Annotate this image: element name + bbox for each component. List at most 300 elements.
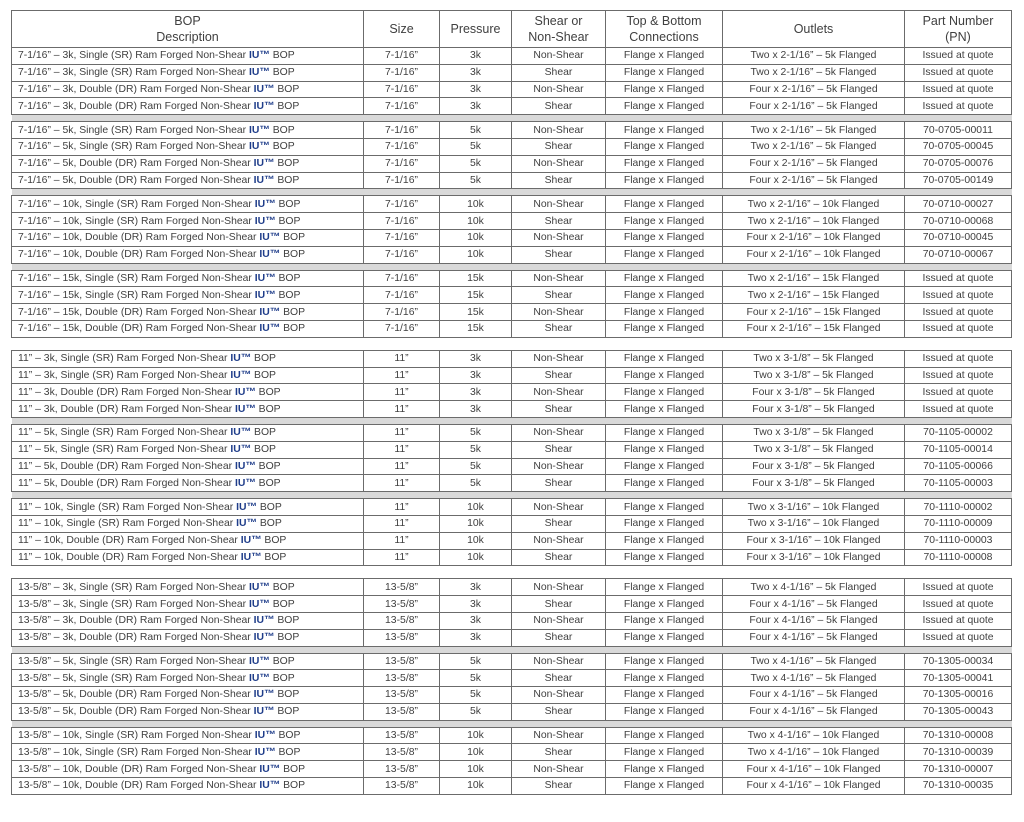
table-row [12,98,1012,115]
table-row [12,172,1012,189]
description-text: 7-1/16” – 10k, Double (DR) Ram Forged Non-Shear [18,249,257,261]
size-group-gap-cell [12,337,1012,350]
cell-description [12,155,364,172]
table-body [12,48,1012,795]
table-row [12,579,1012,596]
description-suffix: BOP [283,249,306,261]
table-row [12,441,1012,458]
description-text: 7-1/16” – 3k, Double (DR) Ram Forged Non-Shear [18,100,251,112]
cell-pressure: 3k [440,384,512,401]
cell-outlets: Two x 3-1/16” – 10k Flanged [723,499,905,516]
table-row [12,475,1012,492]
cell-connections: Flange x Flanged [606,515,723,532]
cell-pressure: 5k [440,155,512,172]
cell-description [12,384,364,401]
cell-connections: Flange x Flanged [606,138,723,155]
cell-outlets: Two x 3-1/8” – 5k Flanged [723,367,905,384]
cell-size: 7-1/16” [364,64,440,81]
header-part-number-line: Part Number [922,14,994,28]
cell-pressure: 3k [440,596,512,613]
description-text: 7-1/16” – 15k, Double (DR) Ram Forged Non-Shear [18,306,257,318]
cell-connections: Flange x Flanged [606,304,723,321]
cell-pressure: 5k [440,475,512,492]
cell-part-number: Issued at quote [905,579,1012,596]
pressure-group-divider [12,189,1012,196]
description-text: 13-5/8” – 5k, Single (SR) Ram Forged Non-Shear [18,672,247,684]
cell-connections: Flange x Flanged [606,653,723,670]
cell-size: 11” [364,424,440,441]
brand-mark: IU™ [253,632,275,644]
header-size-line: Size [389,22,414,36]
cell-outlets: Four x 4-1/16” – 5k Flanged [723,596,905,613]
cell-pressure: 10k [440,761,512,778]
table-row [12,727,1012,744]
table-row [12,138,1012,155]
header-connections-line: Top & Bottom [626,14,702,28]
table-header [12,11,1012,48]
cell-outlets: Four x 4-1/16” – 5k Flanged [723,629,905,646]
cell-outlets: Four x 2-1/16” – 10k Flanged [723,246,905,263]
description-suffix: BOP [278,730,301,742]
cell-shear-type: Non-Shear [512,304,606,321]
cell-outlets: Four x 2-1/16” – 5k Flanged [723,98,905,115]
header-outlets [723,11,905,48]
cell-shear-type: Non-Shear [512,48,606,65]
brand-mark: IU™ [253,174,275,186]
cell-connections: Flange x Flanged [606,384,723,401]
cell-description [12,350,364,367]
bop-spec-table [11,10,1012,795]
cell-part-number: 70-1105-00066 [905,458,1012,475]
header-part-number [905,11,1012,48]
cell-pressure: 3k [440,81,512,98]
cell-outlets: Four x 2-1/16” – 15k Flanged [723,304,905,321]
table-row [12,304,1012,321]
table-row [12,350,1012,367]
cell-shear-type: Shear [512,367,606,384]
cell-shear-type: Shear [512,64,606,81]
brand-mark: IU™ [249,50,270,62]
cell-part-number: 70-1305-00041 [905,670,1012,687]
cell-shear-type: Shear [512,744,606,761]
brand-mark: IU™ [259,232,281,244]
cell-description [12,596,364,613]
cell-connections: Flange x Flanged [606,81,723,98]
table-row [12,384,1012,401]
description-suffix: BOP [272,141,295,153]
cell-pressure: 3k [440,64,512,81]
table-row [12,761,1012,778]
cell-size: 13-5/8” [364,687,440,704]
table-row [12,596,1012,613]
cell-shear-type: Non-Shear [512,653,606,670]
cell-description [12,499,364,516]
cell-outlets: Four x 2-1/16” – 10k Flanged [723,229,905,246]
cell-part-number: Issued at quote [905,320,1012,337]
description-suffix: BOP [272,581,295,593]
description-suffix: BOP [258,477,281,489]
cell-part-number: 70-1305-00043 [905,703,1012,720]
description-text: 11” – 3k, Single (SR) Ram Forged Non-Shear [18,353,228,365]
description-text: 11” – 5k, Double (DR) Ram Forged Non-Shear [18,460,233,472]
table-row [12,629,1012,646]
brand-mark: IU™ [253,689,275,701]
cell-size: 11” [364,475,440,492]
cell-shear-type: Non-Shear [512,532,606,549]
description-text: 7-1/16” – 10k, Single (SR) Ram Forged Non-Shear [18,215,252,227]
cell-connections: Flange x Flanged [606,761,723,778]
cell-size: 7-1/16” [364,48,440,65]
description-suffix: BOP [259,501,282,513]
brand-mark: IU™ [259,763,281,775]
description-suffix: BOP [283,323,306,335]
cell-description [12,401,364,418]
cell-part-number: 70-1310-00007 [905,761,1012,778]
cell-description [12,213,364,230]
table-row [12,458,1012,475]
cell-shear-type: Non-Shear [512,384,606,401]
cell-description [12,612,364,629]
cell-description [12,48,364,65]
description-text: 7-1/16” – 15k, Double (DR) Ram Forged Non-Shear [18,323,257,335]
cell-connections: Flange x Flanged [606,367,723,384]
cell-outlets: Four x 4-1/16” – 5k Flanged [723,687,905,704]
description-text: 13-5/8” – 5k, Double (DR) Ram Forged Non-Shear [18,689,251,701]
cell-outlets: Two x 2-1/16” – 10k Flanged [723,213,905,230]
cell-connections: Flange x Flanged [606,424,723,441]
brand-mark: IU™ [254,272,276,284]
cell-connections: Flange x Flanged [606,98,723,115]
pressure-group-divider-cell [12,646,1012,653]
description-text: 13-5/8” – 10k, Single (SR) Ram Forged Non-Shear [18,730,252,742]
cell-part-number: 70-1305-00016 [905,687,1012,704]
brand-mark: IU™ [253,100,275,112]
brand-mark: IU™ [249,598,270,610]
cell-size: 13-5/8” [364,744,440,761]
description-text: 7-1/16” – 3k, Single (SR) Ram Forged Non-Shear [18,67,247,79]
brand-mark: IU™ [249,67,270,79]
cell-part-number: Issued at quote [905,401,1012,418]
header-size [364,11,440,48]
cell-pressure: 3k [440,367,512,384]
brand-mark: IU™ [254,289,276,301]
cell-shear-type: Non-Shear [512,350,606,367]
cell-pressure: 3k [440,401,512,418]
cell-part-number: 70-0710-00045 [905,229,1012,246]
description-suffix: BOP [254,369,276,381]
brand-mark: IU™ [234,403,256,415]
cell-part-number: 70-1105-00014 [905,441,1012,458]
cell-outlets: Two x 4-1/16” – 10k Flanged [723,727,905,744]
cell-size: 7-1/16” [364,98,440,115]
cell-size: 7-1/16” [364,196,440,213]
description-suffix: BOP [278,289,301,301]
cell-pressure: 10k [440,229,512,246]
description-text: 13-5/8” – 5k, Double (DR) Ram Forged Non-Shear [18,706,251,718]
description-suffix: BOP [258,386,281,398]
cell-part-number: 70-1110-00003 [905,532,1012,549]
description-suffix: BOP [277,615,300,627]
table-row [12,612,1012,629]
brand-mark: IU™ [230,353,252,365]
cell-pressure: 15k [440,304,512,321]
cell-pressure: 10k [440,213,512,230]
table-row [12,549,1012,566]
cell-connections: Flange x Flanged [606,532,723,549]
description-suffix: BOP [264,551,287,563]
header-connections-line: Connections [629,30,699,44]
description-text: 11” – 10k, Single (SR) Ram Forged Non-Shear [18,518,234,530]
description-text: 11” – 5k, Single (SR) Ram Forged Non-Shear [18,444,228,456]
table-row [12,64,1012,81]
cell-connections: Flange x Flanged [606,48,723,65]
cell-part-number: 70-1105-00003 [905,475,1012,492]
cell-connections: Flange x Flanged [606,475,723,492]
cell-description [12,703,364,720]
cell-size: 13-5/8” [364,596,440,613]
cell-description [12,744,364,761]
table-row [12,213,1012,230]
cell-shear-type: Shear [512,515,606,532]
cell-shear-type: Shear [512,549,606,566]
description-suffix: BOP [278,215,301,227]
description-text: 7-1/16” – 5k, Single (SR) Ram Forged Non-Shear [18,124,247,136]
cell-size: 11” [364,384,440,401]
cell-shear-type: Non-Shear [512,727,606,744]
cell-size: 11” [364,401,440,418]
cell-size: 13-5/8” [364,703,440,720]
brand-mark: IU™ [236,518,257,530]
description-text: 13-5/8” – 5k, Single (SR) Ram Forged Non-Shear [18,655,247,667]
header-description [12,11,364,48]
description-suffix: BOP [283,306,306,318]
description-text: 7-1/16” – 5k, Double (DR) Ram Forged Non-Shear [18,174,251,186]
cell-part-number: 70-0705-00149 [905,172,1012,189]
cell-connections: Flange x Flanged [606,727,723,744]
description-suffix: BOP [258,460,281,472]
brand-mark: IU™ [234,386,256,398]
cell-pressure: 5k [440,172,512,189]
cell-connections: Flange x Flanged [606,196,723,213]
cell-connections: Flange x Flanged [606,172,723,189]
brand-mark: IU™ [240,535,262,547]
brand-mark: IU™ [249,581,270,593]
cell-description [12,81,364,98]
cell-shear-type: Non-Shear [512,612,606,629]
cell-shear-type: Shear [512,320,606,337]
cell-description [12,172,364,189]
description-suffix: BOP [278,198,301,210]
size-group-gap-cell [12,566,1012,579]
brand-mark: IU™ [249,124,270,136]
cell-connections: Flange x Flanged [606,612,723,629]
description-text: 7-1/16” – 10k, Single (SR) Ram Forged Non-Shear [18,198,252,210]
description-text: 7-1/16” – 15k, Single (SR) Ram Forged Non-Shear [18,272,252,284]
description-suffix: BOP [277,689,300,701]
description-text: 13-5/8” – 3k, Double (DR) Ram Forged Non-Shear [18,615,251,627]
cell-outlets: Two x 3-1/8” – 5k Flanged [723,424,905,441]
cell-description [12,687,364,704]
cell-shear-type: Non-Shear [512,579,606,596]
pressure-group-divider [12,115,1012,122]
header-row [12,11,1012,48]
pressure-group-divider [12,417,1012,424]
description-suffix: BOP [272,672,295,684]
pressure-group-divider-cell [12,417,1012,424]
cell-part-number: Issued at quote [905,287,1012,304]
cell-part-number: 70-0705-00011 [905,122,1012,139]
table-row [12,424,1012,441]
cell-pressure: 10k [440,744,512,761]
description-suffix: BOP [272,67,295,79]
cell-part-number: 70-0710-00068 [905,213,1012,230]
brand-mark: IU™ [240,551,262,563]
cell-pressure: 5k [440,441,512,458]
brand-mark: IU™ [234,460,256,472]
header-pressure-line: Pressure [450,22,501,36]
cell-connections: Flange x Flanged [606,458,723,475]
cell-part-number: 70-1305-00034 [905,653,1012,670]
cell-part-number: 70-1110-00009 [905,515,1012,532]
cell-shear-type: Shear [512,475,606,492]
cell-description [12,515,364,532]
cell-size: 11” [364,441,440,458]
header-outlets-line: Outlets [793,22,834,36]
description-text: 13-5/8” – 3k, Single (SR) Ram Forged Non-Shear [18,581,247,593]
cell-pressure: 3k [440,350,512,367]
description-text: 13-5/8” – 10k, Double (DR) Ram Forged Non-Shear [18,780,257,792]
cell-connections: Flange x Flanged [606,64,723,81]
cell-pressure: 5k [440,122,512,139]
cell-connections: Flange x Flanged [606,122,723,139]
cell-connections: Flange x Flanged [606,155,723,172]
table-row [12,515,1012,532]
header-pressure [440,11,512,48]
description-suffix: BOP [272,124,295,136]
cell-part-number: Issued at quote [905,350,1012,367]
cell-part-number: 70-1310-00008 [905,727,1012,744]
cell-shear-type: Non-Shear [512,122,606,139]
cell-shear-type: Shear [512,703,606,720]
cell-shear-type: Shear [512,670,606,687]
description-suffix: BOP [254,353,276,365]
cell-description [12,532,364,549]
description-suffix: BOP [283,780,306,792]
cell-pressure: 15k [440,270,512,287]
table-row [12,246,1012,263]
cell-pressure: 5k [440,687,512,704]
cell-size: 11” [364,367,440,384]
cell-shear-type: Non-Shear [512,270,606,287]
header-shear-line: Shear or [534,14,583,28]
description-text: 7-1/16” – 3k, Double (DR) Ram Forged Non-Shear [18,83,251,95]
cell-outlets: Four x 3-1/8” – 5k Flanged [723,384,905,401]
cell-part-number: Issued at quote [905,64,1012,81]
cell-outlets: Four x 2-1/16” – 15k Flanged [723,320,905,337]
cell-description [12,122,364,139]
cell-part-number: Issued at quote [905,629,1012,646]
cell-connections: Flange x Flanged [606,229,723,246]
cell-shear-type: Shear [512,629,606,646]
cell-size: 13-5/8” [364,670,440,687]
cell-shear-type: Non-Shear [512,196,606,213]
brand-mark: IU™ [234,477,256,489]
cell-outlets: Two x 2-1/16” – 5k Flanged [723,122,905,139]
cell-outlets: Two x 4-1/16” – 5k Flanged [723,653,905,670]
cell-outlets: Four x 3-1/16” – 10k Flanged [723,549,905,566]
size-group-gap [12,566,1012,579]
cell-size: 11” [364,549,440,566]
description-suffix: BOP [277,83,300,95]
description-text: 11” – 5k, Double (DR) Ram Forged Non-Shear [18,477,233,489]
cell-shear-type: Non-Shear [512,761,606,778]
cell-outlets: Two x 2-1/16” – 5k Flanged [723,64,905,81]
cell-shear-type: Shear [512,246,606,263]
cell-connections: Flange x Flanged [606,287,723,304]
cell-shear-type: Shear [512,213,606,230]
pressure-group-divider [12,720,1012,727]
description-text: 13-5/8” – 3k, Single (SR) Ram Forged Non-Shear [18,598,247,610]
cell-outlets: Four x 4-1/16” – 10k Flanged [723,778,905,795]
description-suffix: BOP [258,403,281,415]
cell-connections: Flange x Flanged [606,596,723,613]
table-row [12,367,1012,384]
brand-mark: IU™ [253,706,275,718]
description-text: 13-5/8” – 10k, Single (SR) Ram Forged Non-Shear [18,746,252,758]
cell-description [12,579,364,596]
cell-size: 7-1/16” [364,122,440,139]
brand-mark: IU™ [253,615,275,627]
cell-shear-type: Non-Shear [512,229,606,246]
cell-part-number: Issued at quote [905,367,1012,384]
cell-part-number: 70-0710-00027 [905,196,1012,213]
description-suffix: BOP [283,232,306,244]
brand-mark: IU™ [254,730,276,742]
cell-size: 11” [364,499,440,516]
cell-description [12,270,364,287]
cell-shear-type: Shear [512,441,606,458]
cell-description [12,138,364,155]
description-text: 13-5/8” – 10k, Double (DR) Ram Forged Non-Shear [18,763,257,775]
description-suffix: BOP [277,158,300,170]
cell-part-number: 70-0705-00076 [905,155,1012,172]
cell-description [12,424,364,441]
cell-description [12,761,364,778]
cell-size: 7-1/16” [364,172,440,189]
cell-description [12,629,364,646]
cell-pressure: 5k [440,458,512,475]
brand-mark: IU™ [254,215,276,227]
table-row [12,320,1012,337]
pressure-group-divider-cell [12,189,1012,196]
cell-size: 7-1/16” [364,287,440,304]
cell-outlets: Four x 3-1/8” – 5k Flanged [723,401,905,418]
table-row [12,196,1012,213]
description-text: 7-1/16” – 3k, Single (SR) Ram Forged Non-Shear [18,50,247,62]
brand-mark: IU™ [254,746,276,758]
cell-part-number: Issued at quote [905,612,1012,629]
cell-description [12,64,364,81]
header-shear [512,11,606,48]
table-row [12,687,1012,704]
cell-part-number: Issued at quote [905,304,1012,321]
cell-description [12,458,364,475]
description-suffix: BOP [277,706,300,718]
description-suffix: BOP [254,427,276,439]
cell-pressure: 5k [440,424,512,441]
cell-size: 11” [364,532,440,549]
cell-outlets: Two x 3-1/8” – 5k Flanged [723,441,905,458]
